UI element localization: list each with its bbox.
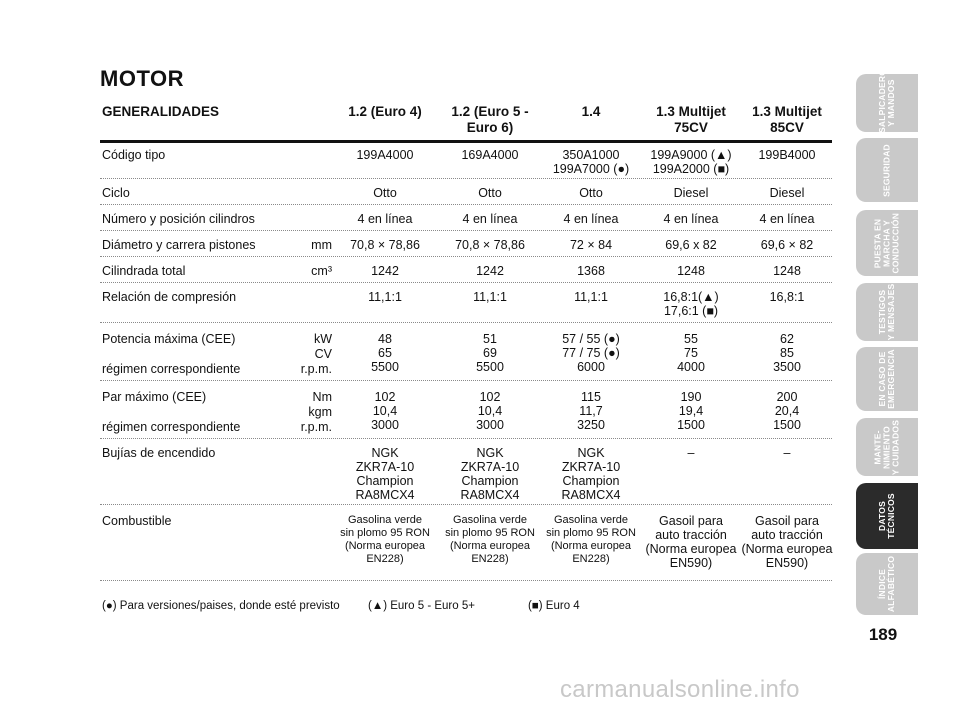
row-label: Diámetro y carrera pistones xyxy=(102,238,256,252)
cell-value: 11,1:1 xyxy=(473,290,507,304)
cell-value: 1248 xyxy=(677,264,705,278)
row-divider xyxy=(100,256,832,257)
row-label: Ciclo xyxy=(102,186,130,200)
row-label: Cilindrada total xyxy=(102,264,186,278)
cell-value: 48 65 5500 xyxy=(371,332,399,374)
cell-value: 115 11,7 3250 xyxy=(577,390,605,432)
cell-value: NGK ZKR7A-10 Champion RA8MCX4 xyxy=(460,446,520,502)
cell-value: – xyxy=(783,446,791,460)
row-label: Potencia máxima (CEE) régimen correspondiente xyxy=(102,332,241,376)
chapter-tab-label: PUESTA EN MARCHA Y CONDUCCIÓN xyxy=(872,212,901,273)
cell-value: 1368 xyxy=(577,264,605,278)
header-label: GENERALIDADES xyxy=(102,104,220,119)
cell-value: 199A9000 (▲) 199A2000 (■) xyxy=(650,148,732,176)
cell-value: 200 20,4 1500 xyxy=(773,390,801,432)
cell-value: 70,8 × 78,86 xyxy=(350,238,420,252)
header-col-2: 1.2 (Euro 5 - Euro 6) xyxy=(451,104,529,135)
cell-value: 1242 xyxy=(476,264,504,278)
chapter-tab[interactable] xyxy=(856,138,918,202)
chapter-tab[interactable] xyxy=(856,347,918,411)
header-col-1: 1.2 (Euro 4) xyxy=(348,104,422,119)
chapter-tab-label: DATOS TÉCNICOS xyxy=(877,493,896,539)
chapter-tab-label: TESTIGOS Y MENSAJES xyxy=(877,283,896,341)
cell-value: 57 / 55 (●) 77 / 75 (●) 6000 xyxy=(562,332,620,374)
cell-value: 55 75 4000 xyxy=(677,332,705,374)
cell-value: 16,8:1(▲) 17,6:1 (■) xyxy=(663,290,719,318)
header-col-3: 1.4 xyxy=(581,104,601,119)
chapter-tab[interactable] xyxy=(856,68,918,133)
cell-value: Otto xyxy=(478,186,502,200)
chapter-tab[interactable] xyxy=(856,553,918,615)
header-col-4: 1.3 Multijet 75CV xyxy=(656,104,726,135)
cell-value: 190 19,4 1500 xyxy=(677,390,705,432)
row-unit: mm xyxy=(311,238,332,252)
row-label: Código tipo xyxy=(102,148,166,162)
row-unit: kW CV r.p.m. xyxy=(300,332,332,376)
row-label: Par máximo (CEE) régimen correspondiente xyxy=(102,390,241,434)
cell-value: 4 en línea xyxy=(663,212,719,226)
legend-triangle: (▲) Euro 5 - Euro 5+ xyxy=(368,600,475,612)
cell-value: Gasolina verde sin plomo 95 RON (Norma europea EN228) xyxy=(546,514,636,565)
row-label: Combustible xyxy=(102,514,172,528)
chapter-tab-label: MANTE- NIMIENTO Y CUIDADOS xyxy=(872,419,901,475)
cell-value: 102 10,4 3000 xyxy=(476,390,504,432)
cell-value: 69,6 × 82 xyxy=(760,238,814,252)
cell-value: 199B4000 xyxy=(758,148,816,162)
cell-value: 16,8:1 xyxy=(769,290,805,304)
cell-value: Gasoil para auto tracción (Norma europea EN590) xyxy=(741,514,833,570)
cell-value: Gasoil para auto tracción (Norma europea EN590) xyxy=(645,514,737,570)
row-divider xyxy=(100,438,832,439)
cell-value: 70,8 × 78,86 xyxy=(455,238,525,252)
cell-value: 4 en línea xyxy=(759,212,815,226)
engine-spec-table xyxy=(100,104,833,570)
chapter-tab-label: EN CASO DE EMERGENCIA xyxy=(877,349,896,409)
row-unit: Nm kgm r.p.m. xyxy=(300,390,332,434)
legend-circle: (●) Para versiones/paises, donde esté previsto xyxy=(102,600,340,612)
cell-value: NGK ZKR7A-10 Champion RA8MCX4 xyxy=(355,446,415,502)
cell-value: 1242 xyxy=(371,264,399,278)
cell-value: Diesel xyxy=(769,186,805,200)
cell-value: 62 85 3500 xyxy=(773,332,801,374)
chapter-tab[interactable] xyxy=(856,210,918,276)
cell-value: Otto xyxy=(579,186,603,200)
cell-value: 169A4000 xyxy=(461,148,519,162)
cell-value: 350A1000 199A7000 (●) xyxy=(552,148,630,176)
chapter-tab[interactable] xyxy=(856,418,918,476)
chapter-tab-label: SEGURIDAD xyxy=(881,143,892,197)
chapter-tab-label: ÍNDICE ALFABÉTICO xyxy=(877,555,896,613)
cell-value: 11,1:1 xyxy=(574,290,608,304)
row-divider xyxy=(100,178,832,179)
page-number: 189 xyxy=(868,625,898,644)
cell-value: 72 × 84 xyxy=(569,238,613,252)
cell-value: 4 en línea xyxy=(357,212,413,226)
cell-value: 11,1:1 xyxy=(368,290,402,304)
row-divider xyxy=(100,580,832,581)
cell-value: Gasolina verde sin plomo 95 RON (Norma europea EN228) xyxy=(340,514,430,565)
row-divider xyxy=(100,204,832,205)
section-title: MOTOR xyxy=(100,66,184,91)
table-header xyxy=(100,104,832,140)
cell-value: NGK ZKR7A-10 Champion RA8MCX4 xyxy=(561,446,621,502)
row-label: Relación de compresión xyxy=(102,290,237,304)
row-label: Bujías de encendido xyxy=(102,446,216,460)
row-divider xyxy=(100,380,832,381)
row-divider xyxy=(100,282,832,283)
row-divider xyxy=(100,230,832,231)
legend-square: (■) Euro 4 xyxy=(528,600,580,612)
cell-value: Diesel xyxy=(673,186,709,200)
header-rule xyxy=(100,140,832,143)
cell-value: 51 69 5500 xyxy=(476,332,504,374)
cell-value: 69,6 x 82 xyxy=(665,238,717,252)
row-unit: cm³ xyxy=(311,264,332,278)
cell-value: – xyxy=(687,446,695,460)
row-label: Número y posición cilindros xyxy=(102,212,255,226)
cell-value: 1248 xyxy=(773,264,801,278)
cell-value: 4 en línea xyxy=(563,212,619,226)
cell-value: 4 en línea xyxy=(462,212,518,226)
watermark-text: carmanualsonline.info xyxy=(560,676,800,703)
cell-value: Gasolina verde sin plomo 95 RON (Norma europea EN228) xyxy=(445,514,535,565)
cell-value: Otto xyxy=(373,186,397,200)
cell-value: 199A4000 xyxy=(356,148,414,162)
chapter-tab[interactable] xyxy=(856,283,918,341)
row-divider xyxy=(100,504,832,505)
chapter-tab[interactable] xyxy=(856,483,918,549)
chapter-tab-label: SALPICADERO Y MANDOS xyxy=(877,68,896,133)
header-col-5: 1.3 Multijet 85CV xyxy=(752,104,822,135)
row-divider xyxy=(100,322,832,323)
cell-value: 102 10,4 3000 xyxy=(371,390,399,432)
